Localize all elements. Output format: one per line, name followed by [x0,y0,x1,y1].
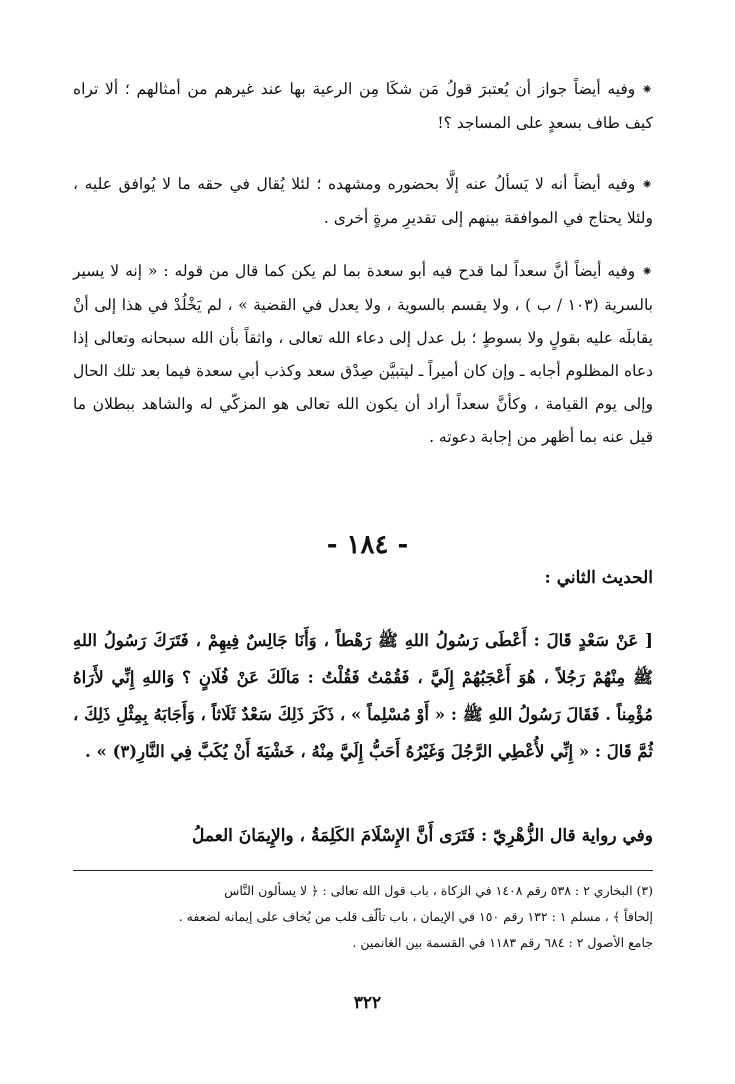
footnote-divider [73,870,653,871]
page-number: ٣٢٢ [353,993,382,1013]
paragraph-2-text: وفيه أيضاً أنه لا يَسألُ عنه إلَّا بحضوره ومشهده ؛ لئلا يُقال في حقه ما لا يُوافق عليه ، ولئلا يحتاج في الموافقة بينهم إلى تقديرِ مرةٍ أخرى . [73,175,653,227]
paragraph-1 [73,73,653,140]
bullet-star-icon: ⁕ [641,82,653,98]
bullet-star-icon: ⁕ [641,177,653,193]
hadith-text: [ عَنْ سَعْدٍ قَالَ : أَعْطَى رَسُولُ اللهِ ﷺ رَهْطاً ، وَأَنَا جَالِسٌ فِيهِمْ ، فَتَرَكَ رَسُولُ اللهِ ﷺ مِنْهُمْ رَجُلاً ، هُوَ أَعْجَبُهُمْ إِلَيَّ ، فَقُمْتُ فَقُلْتُ : مَالَكَ عَنْ فُلَانٍ ؟ وَاللهِ إِنِّي لأَرَاهُ مُؤْمِناً . فَقَالَ رَسُولُ اللهِ ﷺ : « أَوْ مُسْلِماً » ، ذَكَرَ ذَلِكَ سَعْدٌ ثَلَاثاً ، وَأَجَابَهُ بِمِثْلِ ذَلِكَ ، ثُمَّ قَالَ : « إِنِّي لأُعْطِي الرَّجُلَ وَغَيْرُهُ أَحَبُّ إِلَيَّ مِنْهُ ، خَشْيَةَ أَنْ يُكَبَّ فِي النَّارِ(٣) » . [73,631,653,761]
bullet-star-icon: ⁕ [641,264,653,280]
footnote-line: (٣) البخاري ٢ : ٥٣٨ رقم ١٤٠٨ في الزكاة ، باب قول الله تعالى : ﴿ لا يسألون النَّاس [224,883,653,898]
footnote-line: جامع الأصول ٢ : ٦٨٤ رقم ١١٨٣ في القسمة بين الغانمين . [352,935,653,950]
paragraph-2 [73,168,653,235]
section-page-marker: - ١٨٤ - [326,530,409,560]
footnotes [73,878,653,956]
hadith-heading: الحديث الثاني : [544,568,653,588]
paragraph-3 [73,255,653,454]
paragraph-3-text: وفيه أيضاً أنَّ سعداً لما قدح فيه أبو سعدة بما لم يكن كما قال من قوله : « إنه لا يسير بالسرية (١٠٣ / ب ) ، ولا يقسم بالسوية ، ولا يعدل في القضية » ، لم يَخْلُدْ في هذا إلى أنْ يقابلَه عليه بقولٍ ولا بسوطٍ ؛ بل عدل إلى دعاء الله تعالى ، واثقاً بأن الله سبحانه وتعالى إذا دعاه المظلوم أجابه ـ وإن كان أميراً ـ ليتبيَّن صِدْق سعد وكذب أبي سعدة فيما بعد تلك الحال وإلى يوم القيامة ، وكأنَّ سعداً أراد أن يكون الله تعالى هو المزكّي له والشاهد ببطلان ما قيل عنه بما أظهر من إجابة دعوته . [73,262,653,446]
zuhri-narration: وفي رواية قال الزُّهْرِيّ : فَتَرَى أَنَّ الإِسْلَامَ الكَلِمَةُ ، والإِيمَانَ العملُ [192,826,653,846]
footnote-line: إلحافاً ﴾ ، مسلم ١ : ١٣٢ رقم ١٥٠ في الإيمان ، باب تألّف قلب من يُخاف على إيمانه لضعفه . [178,909,653,924]
paragraph-1-text: وفيه أيضاً جواز أن يُعتبرَ قولُ مَن شكَا مِن الرعية بها عند غيرهم من أمثالهم ؛ ألا تراه كيف طاف بسعدٍ على المساجد ؟! [73,80,653,132]
